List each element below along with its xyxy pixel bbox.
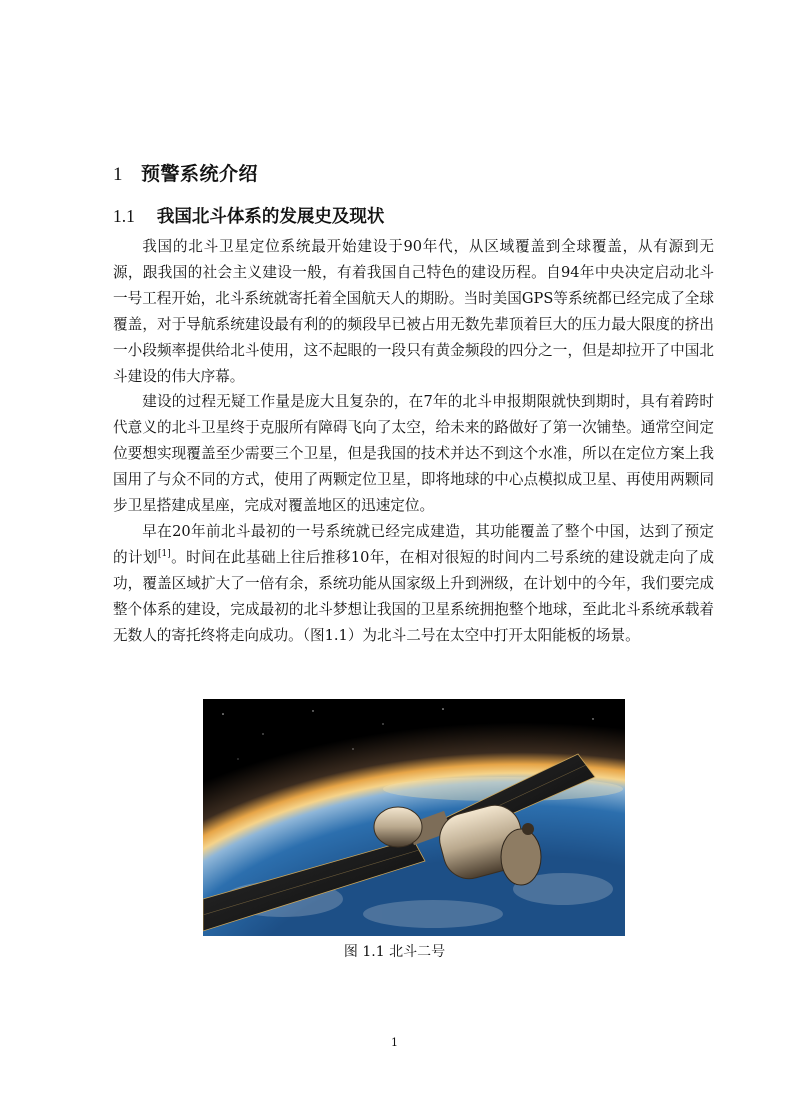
figure-caption: 图 1.1 北斗二号 [343,944,446,960]
paragraph-2: 建设的过程无疑工作量是庞大且复杂的，在7年的北斗申报期限就快到期时，具有着跨时代意义的北斗卫星终于克服所有障碍飞向了太空，给未来的路做好了第一次铺垫。通常空间定位要想实现覆盖至少需要三个卫星，但是我国的技术并达不到这个水准，所以在定位方案上我国用了与众不同的方式，使用了两颗定位卫星，即将地球的中心点模拟成卫星、再使用两颗同步卫星搭建成星座，完成对覆盖地区的迅速定位。 [113,393,714,515]
paragraph-3 [113,519,714,649]
paragraph-3-part-2: 。时间在此基础上往后推移10年，在相对很短的时间内二号系统的建设就走向了成功，覆盖区域扩大了一倍有余，系统功能从国家级上升到洲级，在计划中的今年，我们要完成整个体系的建设，完成最初的北斗梦想让我国的卫星系统拥抱整个地球，至此北斗系统承载着无数人的寄托终将走向成功。（图1.1）为北斗二号在太空中打开太阳能板的场景。 [113,548,714,644]
paragraph-1: 我国的北斗卫星定位系统最开始建设于90年代，从区域覆盖到全球覆盖，从有源到无源，跟我国的社会主义建设一般，有着我国自己特色的建设历程。自94年中央决定启动北斗一号工程开始，北斗系统就寄托着全国航天人的期盼。当时美国GPS等系统都已经完成了全球覆盖，对于导航系统建设最有利的的频段早已被占用无数先辈顶着巨大的压力最大限度的挤出一小段频率提供给北斗使用，这不起眼的一段只有黄金频段的四分之一，但是却拉开了中国北斗建设的伟大序幕。 [113,238,714,385]
page-number: 1 [391,1036,398,1049]
citation-marker: [1] [157,549,171,560]
body-text [113,234,714,649]
section-heading [113,203,384,228]
section-number: 1.1 [113,206,135,226]
chapter-heading [113,159,258,186]
paragraph-3-part-1: 早在20年前北斗最初的一号系统就已经完成建造，其功能覆盖了整个中国，达到了预定的计划 [113,522,714,566]
satellite-in-orbit-image [203,699,625,936]
section-title: 我国北斗体系的发展史及现状 [156,207,385,227]
chapter-title: 预警系统介绍 [141,163,259,185]
chapter-number: 1 [113,164,123,185]
